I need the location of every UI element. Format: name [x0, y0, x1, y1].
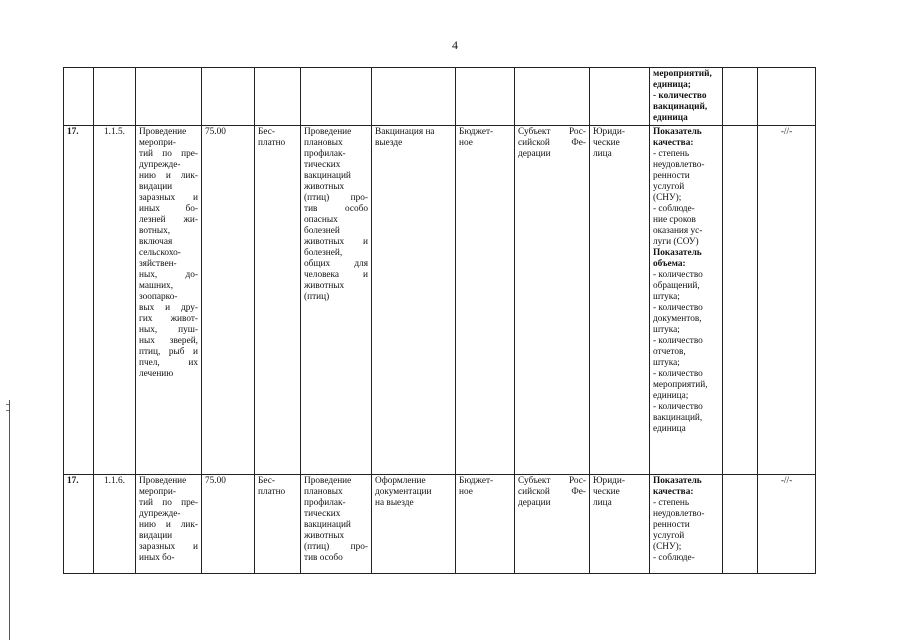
cell-line: Проведение — [139, 476, 187, 486]
founder-cell — [515, 126, 590, 475]
cell-line: лечению — [139, 369, 174, 379]
cell-line: включая — [139, 237, 173, 247]
form-cell — [372, 475, 456, 574]
indicator-heading: Показатель — [653, 127, 702, 137]
cell-line: (птиц) про- — [304, 193, 368, 203]
cell-line: профилак- — [304, 498, 346, 508]
cell-line: единица; — [653, 80, 691, 90]
cell-line: плановых — [304, 487, 343, 497]
table-row-continued — [64, 68, 816, 126]
cell-line: сельскохо- — [139, 248, 181, 258]
indicators-cell — [650, 68, 723, 126]
cell-line: пчел, их — [139, 358, 198, 368]
indicator-line: - соблюде- — [653, 204, 695, 214]
cell-line: машних, — [139, 281, 174, 291]
indicator-line: - количество — [653, 270, 703, 280]
indicator-line: единица — [653, 424, 686, 434]
cell-line: мероприятий, — [653, 69, 712, 79]
cell-line: животных — [304, 531, 345, 541]
indicators-cell — [650, 475, 723, 574]
cell-line: на выезде — [375, 498, 414, 508]
cell-line: лица — [593, 149, 612, 159]
indicator-heading: Показатель — [653, 476, 702, 486]
cell-line: вакцинаций — [304, 520, 351, 530]
cell-line: платно — [258, 487, 286, 497]
cell-line: болезней, — [304, 248, 343, 258]
cell-line: Бес- — [258, 127, 275, 137]
indicator-line: штука; — [653, 325, 680, 335]
cell-line: Субъект Рос- — [518, 127, 586, 137]
cell-line: вакцинаций, — [653, 102, 708, 112]
cell-line: видации — [139, 182, 173, 192]
indicator-line: штука; — [653, 358, 680, 368]
indicator-line: отчетов, — [653, 347, 686, 357]
indicators-cell — [650, 126, 723, 475]
cell-line: платно — [258, 138, 286, 148]
cell-line: Проведение — [304, 476, 352, 486]
indicator-heading: Показатель — [653, 248, 702, 258]
indicator-line: штука; — [653, 292, 680, 302]
cell-line: единица — [653, 113, 688, 123]
cell-line: животных — [304, 281, 345, 291]
cell-line: меропри- — [139, 138, 177, 148]
indicator-line: луги (СОУ) — [653, 237, 699, 247]
cell-line: вых и дру- — [139, 303, 198, 313]
indicator-line: ние сроков — [653, 215, 696, 225]
cell-line: Бюджет- — [459, 476, 494, 486]
founder-cell — [515, 475, 590, 574]
consumers-cell — [590, 126, 650, 475]
cell-line: Субъект Рос- — [518, 476, 586, 486]
cell-line: профилак- — [304, 149, 346, 159]
cell-line: гих живот- — [139, 314, 198, 324]
indicator-line: - количество — [653, 402, 703, 412]
cell-line: ческие — [593, 487, 620, 497]
page-number: 4 — [452, 38, 458, 52]
cell-line: лезней жи- — [139, 215, 198, 225]
margin-tick — [6, 404, 9, 405]
cell-line: нию и лик- — [139, 171, 198, 181]
content-cell — [301, 475, 372, 574]
service-code-cell: 1.1.6. — [94, 475, 136, 574]
binding-margin-line — [9, 400, 10, 640]
cell-line: дерации — [518, 498, 551, 508]
margin-tick — [6, 410, 9, 411]
cell-line: дерации — [518, 149, 551, 159]
cell-line: Вакцинация на — [375, 127, 435, 137]
cell-line: вакцинаций — [304, 171, 351, 181]
form-cell — [372, 126, 456, 475]
payment-cell — [255, 126, 301, 475]
cell-line: зоопарко- — [139, 292, 178, 302]
cell-line: животных — [304, 182, 345, 192]
cell-line: Проведение — [139, 127, 187, 137]
cell-line: ных зверей, — [139, 336, 198, 346]
row-number-cell: 17. — [64, 475, 94, 574]
details-cell: -//- — [758, 475, 816, 574]
indicator-line: (СНУ); — [653, 542, 682, 552]
indicator-line: документов, — [653, 314, 702, 324]
indicator-line: вакцинаций, — [653, 413, 703, 423]
indicator-line: оказания ус- — [653, 226, 703, 236]
indicator-line: ренности — [653, 171, 690, 181]
indicator-line: - количество — [653, 303, 703, 313]
cell-line: дупрежде- — [139, 160, 181, 170]
services-register-table — [63, 67, 816, 574]
indicator-line: - степень — [653, 149, 690, 159]
cell-line: человека и — [304, 270, 368, 280]
service-name-cell — [136, 475, 202, 574]
content-cell — [301, 126, 372, 475]
cell-line: болезней — [304, 226, 340, 236]
cell-line: документации — [375, 487, 432, 497]
cell-line: иных бо- — [139, 204, 198, 214]
institution-type-cell — [456, 475, 515, 574]
cell-line: (птиц) — [304, 292, 330, 302]
cell-line: меропри- — [139, 487, 177, 497]
indicator-line: неудовлетво- — [653, 160, 705, 170]
cell-line: тий по пре- — [139, 149, 198, 159]
cell-line: сийской Фе- — [518, 138, 586, 148]
cell-line: Бес- — [258, 476, 275, 486]
cell-line: опасных — [304, 215, 338, 225]
indicator-line: - степень — [653, 498, 690, 508]
indicator-line: неудовлетво- — [653, 509, 705, 519]
indicator-heading: качества: — [653, 138, 694, 148]
indicator-line: обращений, — [653, 281, 700, 291]
cell-line: сийской Фе- — [518, 487, 586, 497]
cell-line: ное — [459, 487, 473, 497]
institution-type-cell — [456, 126, 515, 475]
indicator-line: услугой — [653, 531, 685, 541]
cell-line: нию и лик- — [139, 520, 198, 530]
table-row — [64, 475, 816, 574]
cell-line: общих для — [304, 259, 368, 269]
cell-line: ческие — [593, 138, 620, 148]
indicator-line: - количество — [653, 336, 703, 346]
cell-line: дупрежде- — [139, 509, 181, 519]
cell-line: ных, до- — [139, 270, 198, 280]
cell-line: - количество — [653, 91, 707, 101]
cell-line: вотных, — [139, 226, 171, 236]
cell-line: Проведение — [304, 127, 352, 137]
cell-line: Оформление — [375, 476, 426, 486]
cell-line: Бюджет- — [459, 127, 494, 137]
cell-line: тий по пре- — [139, 498, 198, 508]
consumers-cell — [590, 475, 650, 574]
cell-line: животных и — [304, 237, 368, 247]
indicator-heading: объема: — [653, 259, 686, 269]
cell-line: заразных и — [139, 193, 198, 203]
indicator-line: - соблюде- — [653, 553, 695, 563]
cell-line: Юриди- — [593, 127, 625, 137]
cell-line: тив особо — [304, 553, 343, 563]
service-name-cell — [136, 126, 202, 475]
cell-line: видации — [139, 531, 173, 541]
cell-line: ных, пуш- — [139, 325, 198, 335]
indicator-line: - количество — [653, 369, 703, 379]
cell-line: (птиц) про- — [304, 542, 368, 552]
details-cell: -//- — [758, 126, 816, 475]
cell-line: плановых — [304, 138, 343, 148]
cell-line: Юриди- — [593, 476, 625, 486]
okved-code-cell: 75.00 — [202, 126, 255, 475]
cell-line: тических — [304, 509, 341, 519]
row-number-cell: 17. — [64, 126, 94, 475]
payment-cell — [255, 475, 301, 574]
indicator-line: единица; — [653, 391, 689, 401]
cell-line: заразных и — [139, 542, 198, 552]
cell-line: лица — [593, 498, 612, 508]
indicator-line: ренности — [653, 520, 690, 530]
indicator-line: мероприятий, — [653, 380, 708, 390]
cell-line: выезде — [375, 138, 403, 148]
okved-code-cell: 75.00 — [202, 475, 255, 574]
table-row — [64, 126, 816, 475]
indicator-line: услугой — [653, 182, 685, 192]
cell-line: иных бо- — [139, 553, 175, 563]
cell-line: тических — [304, 160, 341, 170]
indicator-heading: качества: — [653, 487, 694, 497]
cell-line: птиц, рыб и — [139, 347, 198, 357]
cell-line: тив особо — [304, 204, 368, 214]
cell-line: зяйствен- — [139, 259, 177, 269]
cell-line: ное — [459, 138, 473, 148]
indicator-line: (СНУ); — [653, 193, 682, 203]
service-code-cell: 1.1.5. — [94, 126, 136, 475]
